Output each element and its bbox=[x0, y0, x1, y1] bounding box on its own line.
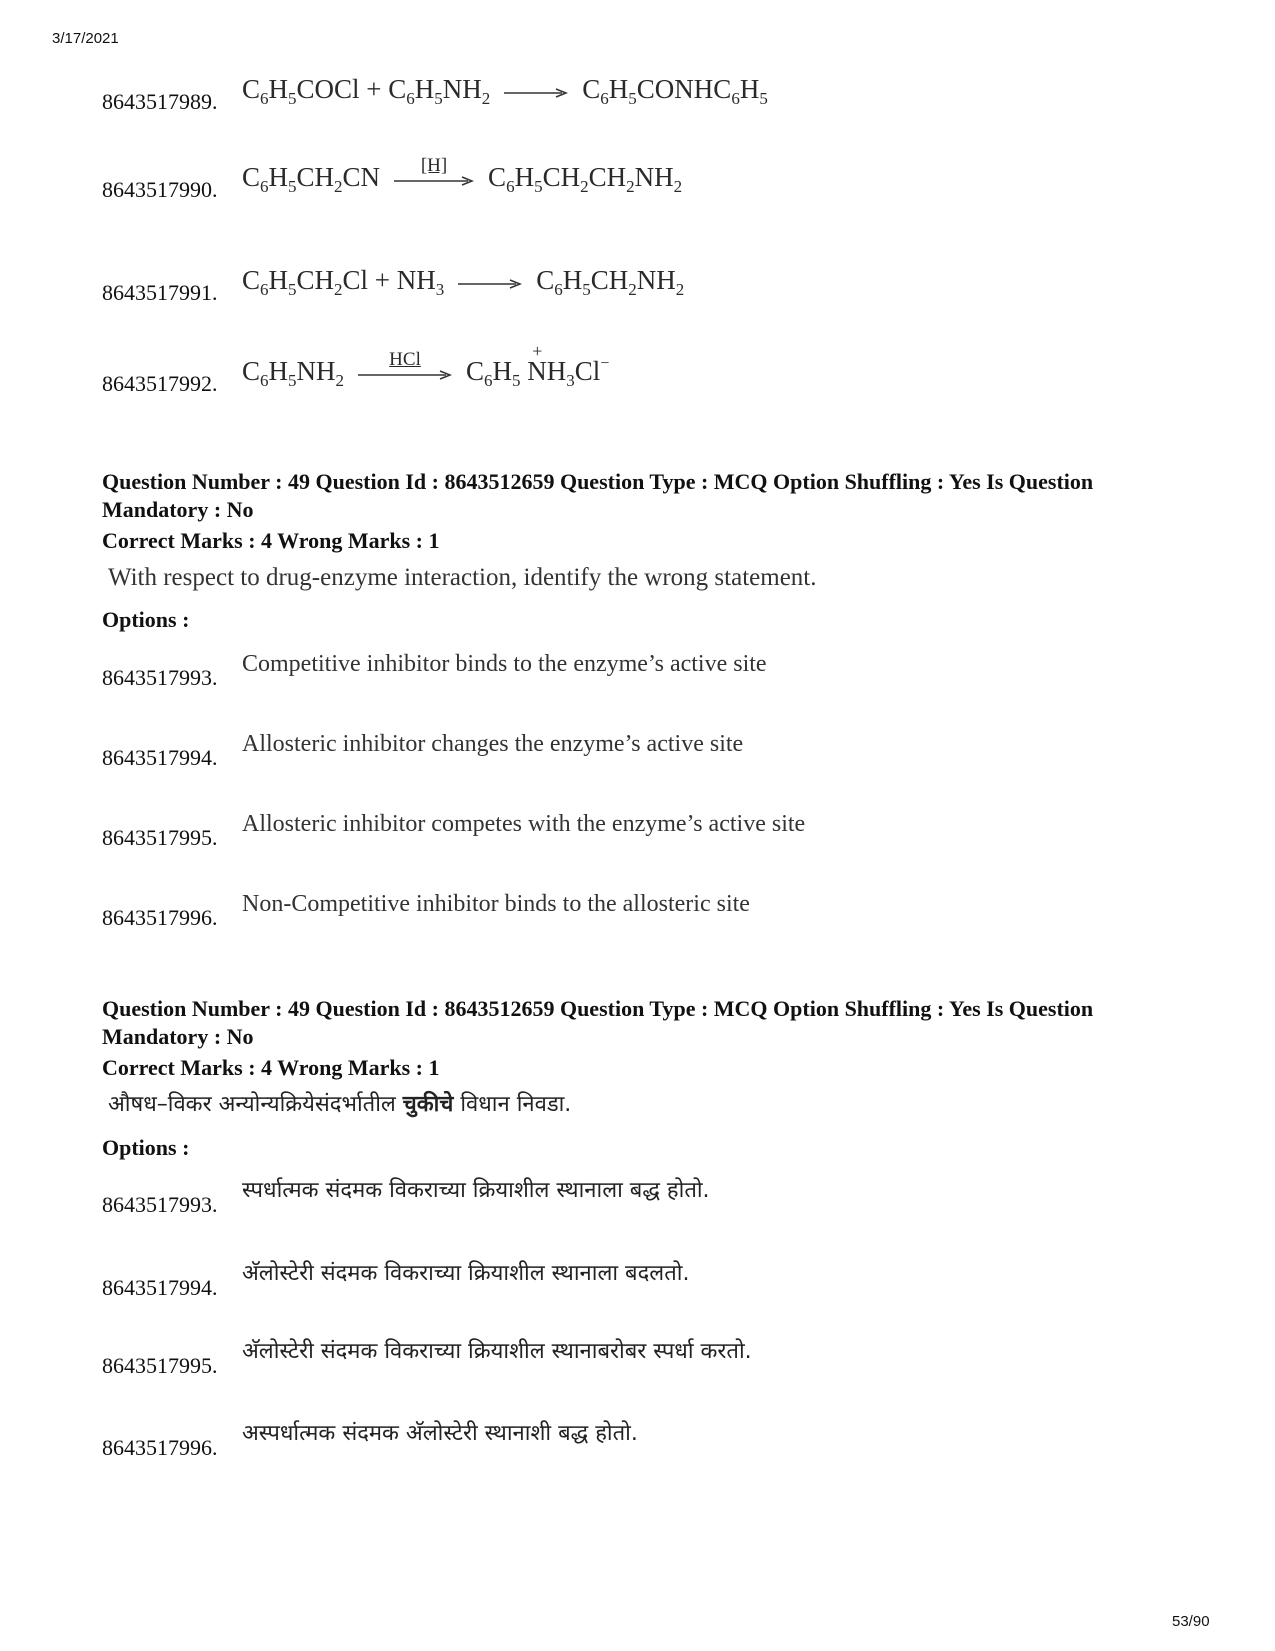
option-id: 8643517989. bbox=[102, 89, 218, 114]
option-text: Competitive inhibitor binds to the enzyme’s active site bbox=[242, 651, 767, 677]
reaction-equation: $C_6H_5CH_2Cl + NH_3$ $C_6H_5CH_2NH_2$ bbox=[242, 265, 684, 295]
option-text: अ‍ॅलोस्टेरी संदमक विकराच्या क्रियाशील स्थानाबरोबर स्पर्धा करतो. bbox=[242, 1339, 752, 1364]
print-date: 3/17/2021 bbox=[52, 30, 119, 47]
reaction-equation: $C_6H_5NH_2$ HCl $C_6H_5$ N + $H_3Cl^-$ bbox=[242, 341, 610, 390]
option-id: 8643517996. bbox=[102, 1435, 218, 1460]
option-id: 8643517995. bbox=[102, 1353, 218, 1378]
question-header: Question Number : 49 Question Id : 8643512659 Question Type : MCQ Option Shuffling : Yes Is Question Mandatory : No bbox=[102, 996, 1094, 1049]
question-header: Question Number : 49 Question Id : 8643512659 Question Type : MCQ Option Shuffling : Yes Is Question Mandatory : No bbox=[102, 469, 1094, 522]
option-id: 8643517991. bbox=[102, 280, 218, 305]
option-text: स्पर्धात्मक संदमक विकराच्या क्रियाशील स्थानाला बद्ध होतो. bbox=[242, 1178, 710, 1203]
option-text: Allosteric inhibitor competes with the enzyme’s active site bbox=[242, 811, 806, 837]
reagent-label: [H] bbox=[420, 155, 448, 176]
option-id: 8643517994. bbox=[102, 1275, 218, 1300]
question-text: औषध–विकर अन्योन्यक्रियेसंदर्भातील चुकीचे विधान निवडा. bbox=[108, 1092, 572, 1117]
option-text: अ‍ॅलोस्टेरी संदमक विकराच्या क्रियाशील स्थानाला बदलतो. bbox=[242, 1261, 690, 1286]
emphasis-word: चुकीचे bbox=[402, 1092, 454, 1117]
options-label: Options : bbox=[102, 607, 190, 632]
page-number: 53/90 bbox=[1172, 1613, 1210, 1630]
reaction-arrow-icon bbox=[504, 68, 568, 98]
option-id: 8643517994. bbox=[102, 745, 218, 770]
reaction-equation: $C_6H_5COCl + C_6H_5NH_2$ $C_6H_5CONHC_6H_5$ bbox=[242, 74, 768, 104]
option-id: 8643517993. bbox=[102, 665, 218, 690]
option-id: 8643517992. bbox=[102, 371, 218, 396]
question-text: With respect to drug-enzyme interaction, identify the wrong statement. bbox=[108, 564, 817, 591]
reaction-arrow-icon bbox=[458, 259, 522, 289]
option-id: 8643517996. bbox=[102, 905, 218, 930]
question-marks: Correct Marks : 4 Wrong Marks : 1 bbox=[102, 1055, 440, 1080]
options-label: Options : bbox=[102, 1135, 190, 1160]
option-id: 8643517993. bbox=[102, 1192, 218, 1217]
option-id: 8643517995. bbox=[102, 825, 218, 850]
question-marks: Correct Marks : 4 Wrong Marks : 1 bbox=[102, 528, 440, 553]
option-text: अस्पर्धात्मक संदमक अ‍ॅलोस्टेरी स्थानाशी बद्ध होतो. bbox=[242, 1421, 638, 1446]
reagent-label: HCl bbox=[389, 349, 421, 370]
option-text: Allosteric inhibitor changes the enzyme’s active site bbox=[242, 731, 744, 757]
reaction-arrow-icon bbox=[358, 350, 452, 380]
reaction-equation: $C_6H_5CH_2CN$ [H] $C_6H_5CH_2CH_2NH_2$ bbox=[242, 155, 683, 196]
option-id: 8643517990. bbox=[102, 177, 218, 202]
reaction-arrow-icon bbox=[394, 156, 474, 186]
option-text: Non-Competitive inhibitor binds to the allosteric site bbox=[242, 891, 750, 917]
